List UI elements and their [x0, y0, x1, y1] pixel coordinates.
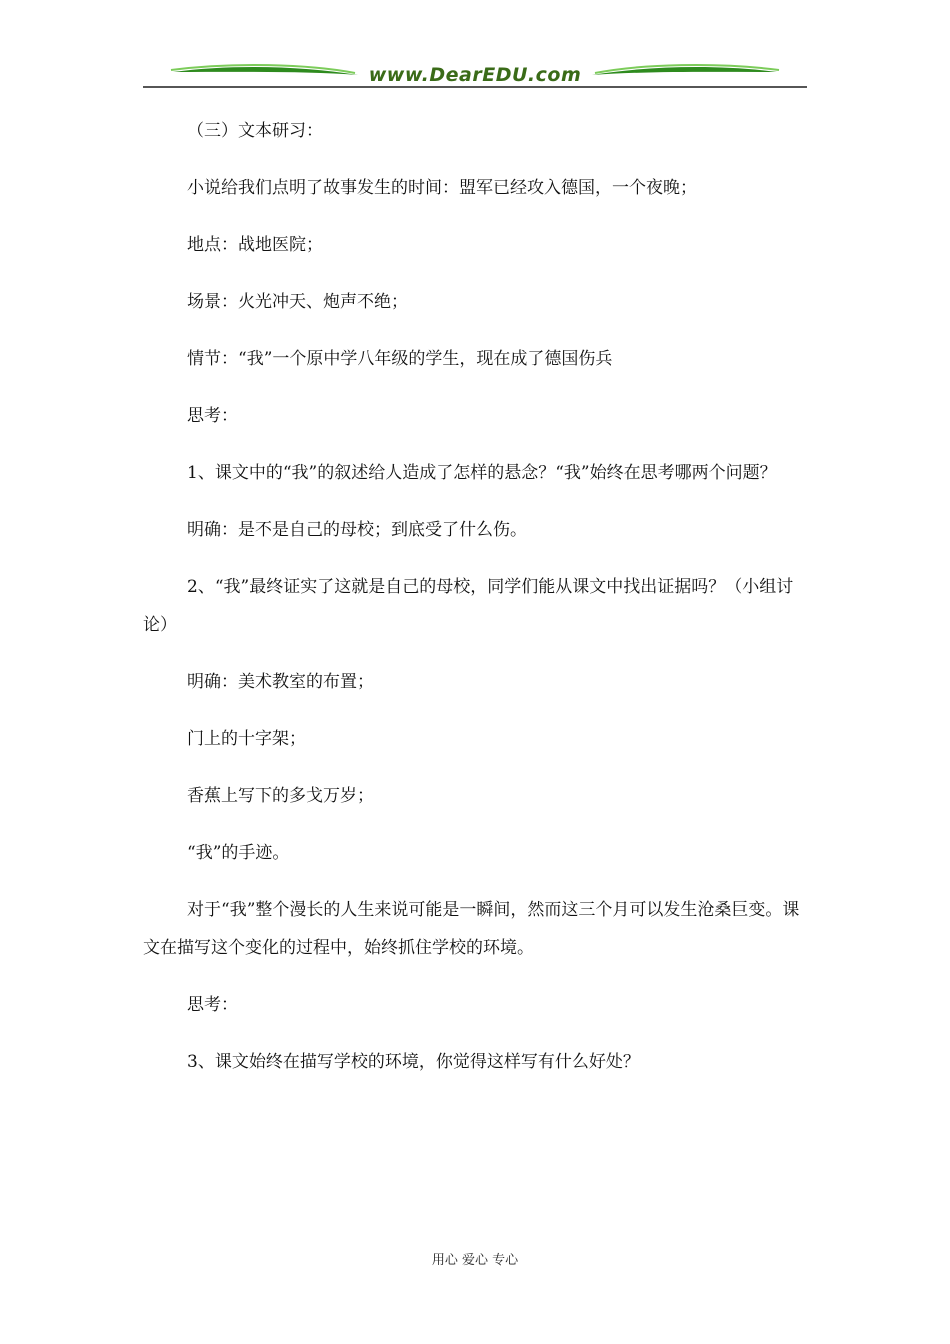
paragraph-time: 小说给我们点明了故事发生的时间：盟军已经攻入德国，一个夜晚； [187, 178, 697, 198]
site-logo-text: www.DearEDU.com [368, 64, 582, 86]
question-2: 2、“我”最终证实了这就是自己的母校，同学们能从课文中找出证据吗？（小组讨论） [143, 577, 794, 635]
paragraph-think-2: 思考： [187, 995, 238, 1015]
section-heading: （三）文本研习： [187, 121, 323, 141]
paragraph-scene: 场景：火光冲天、炮声不绝； [187, 292, 408, 312]
question-3: 3、课文始终在描写学校的环境，你觉得这样写有什么好处？ [187, 1052, 640, 1072]
paragraph-change: 对于“我”整个漫长的人生来说可能是一瞬间，然而这三个月可以发生沧桑巨变。课文在描写这个变化的过程中，始终抓住学校的环境。 [143, 900, 800, 958]
answer-2: 明确：美术教室的布置； [187, 672, 374, 692]
paragraph-plot: 情节：“我”一个原中学八年级的学生，现在成了德国伤兵 [187, 349, 613, 369]
evidence-banana: 香蕉上写下的多戈万岁； [187, 786, 374, 806]
page-header [143, 60, 807, 90]
paragraph-think-1: 思考： [187, 406, 238, 426]
document-body [143, 112, 807, 1081]
answer-1: 明确：是不是自己的母校；到底受了什么伤。 [187, 520, 527, 540]
question-1: 1、课文中的“我”的叙述给人造成了怎样的悬念？“我”始终在思考哪两个问题？ [187, 463, 777, 483]
page-footer: 用心 爱心 专心 [431, 1253, 519, 1268]
evidence-handwriting: “我”的手迹。 [187, 843, 290, 863]
evidence-cross: 门上的十字架； [187, 729, 306, 749]
paragraph-place: 地点：战地医院； [187, 235, 323, 255]
